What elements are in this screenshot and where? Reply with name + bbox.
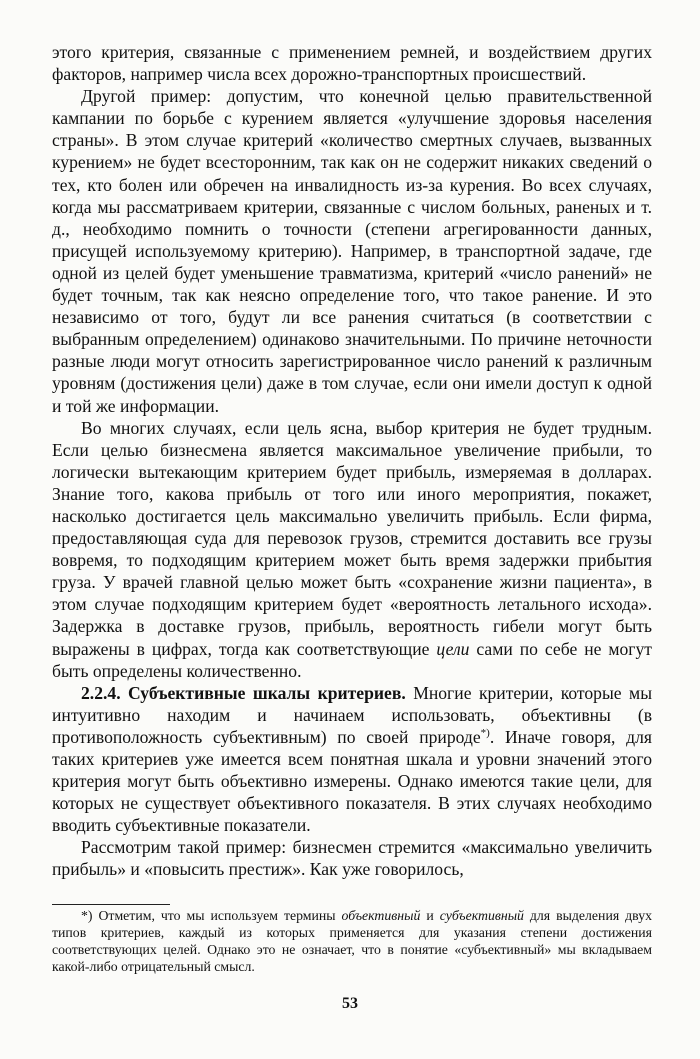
footnote-marker: *) xyxy=(480,727,490,740)
paragraph-4 xyxy=(52,682,652,837)
footnote-term-objective: объективный xyxy=(341,908,421,923)
footnote xyxy=(52,907,652,975)
footnote-text-a: *) Отметим, что мы используем термины xyxy=(81,908,342,923)
paragraph-4-text-a: Многие критерии, которые мы интуитивно находим и начинаем использовать, объективны (в противоположность субъективным) по своей природе xyxy=(52,682,653,747)
footnote-text-c: для выделения двух типов критериев, каждый из которых применяется для указания степени достижения соответствующих целей. Однако это не означает, что в понятие «субъективный» мы вкладываем какой-либо отрицательный смысл. xyxy=(52,908,652,974)
paragraph-3-text-b: сами по себе не могут быть определены количественно. xyxy=(52,638,652,681)
section-heading: 2.2.4. Субъективные шкалы критериев. xyxy=(81,682,406,703)
paragraph-2: Другой пример: допустим, что конечной целью правительственной кампании по борьбе с курением является «улучшение здоровья населения страны». В этом случае критерий «количество смертных случаев, вызванных курением» не будет всесторонним, так как он не содержит никаких сведений о тех, кто болен или обречен на инвалидность из-за курения. Во всех случаях, когда мы рассматриваем критерии, связанные с числом больных, раненых и т. д., необходимо помнить о точности (степени агрегированности данных, присущей используемому критерию). Например, в транспортной задаче, где одной из целей будет уменьшение травматизма, критерий «число ранений» не будет точным, так как неясно определение того, что такое ранение. И это независимо от того, будут ли все ранения считаться (в соответствии с выбранным определением) одинаково значительными. По причине неточности разные люди могут относить зарегистрированное число ранений к различным уровням (достижения цели) даже в том случае, если они имели доступ к одной и той же информации. xyxy=(52,86,652,416)
paragraph-1: этого критерия, связанные с применением ремней, и воздействием других факторов, например числа всех дорожно-транспортных происшествий. xyxy=(52,42,652,85)
paragraph-3-text-a: Во многих случаях, если цель ясна, выбор критерия не будет трудным. Если целью бизнесмена является максимальное увеличение прибыли, то логически вытекающим критерием будет прибыль, измеряемая в долларах. Знание того, какова прибыль от того или иного мероприятия, покажет, насколько достигается цель максимально увеличить прибыль. Если фирма, предоставляющая суда для перевозок грузов, стремится доставить все грузы вовремя, то подходящим критерием может быть время задержки прибытия груза. У врачей главной целью может быть «сохранение жизни пациента», в этом случае подходящим критерием будет «вероятность летального исхода». Задержка в доставке грузов, прибыль, вероятность гибели могут быть выражены в цифрах, тогда как соответствующие xyxy=(52,417,652,659)
paragraph-5: Рассмотрим такой пример: бизнесмен стремится «максимально увеличить прибыль» и «повысить престиж». Как уже говорилось, xyxy=(52,837,652,880)
paragraph-3 xyxy=(52,417,652,682)
page-number: 53 xyxy=(342,995,358,1012)
paragraph-3-emphasis: цели xyxy=(436,638,470,659)
footnote-text-b: и xyxy=(420,908,440,923)
footnote-text xyxy=(52,907,652,975)
footnote-divider xyxy=(52,904,170,905)
footnote-term-subjective: субъективный xyxy=(439,908,524,923)
main-text xyxy=(52,41,652,881)
paragraph-4-text-b: . Иначе говоря, для таких критериев уже имеется всем понятная шкала и уровни значений этого критерия могут быть объективно измерены. Однако имеются такие цели, для которых не существует объективного показателя. В этих случаях необходимо вводить субъективные показатели. xyxy=(52,726,652,836)
